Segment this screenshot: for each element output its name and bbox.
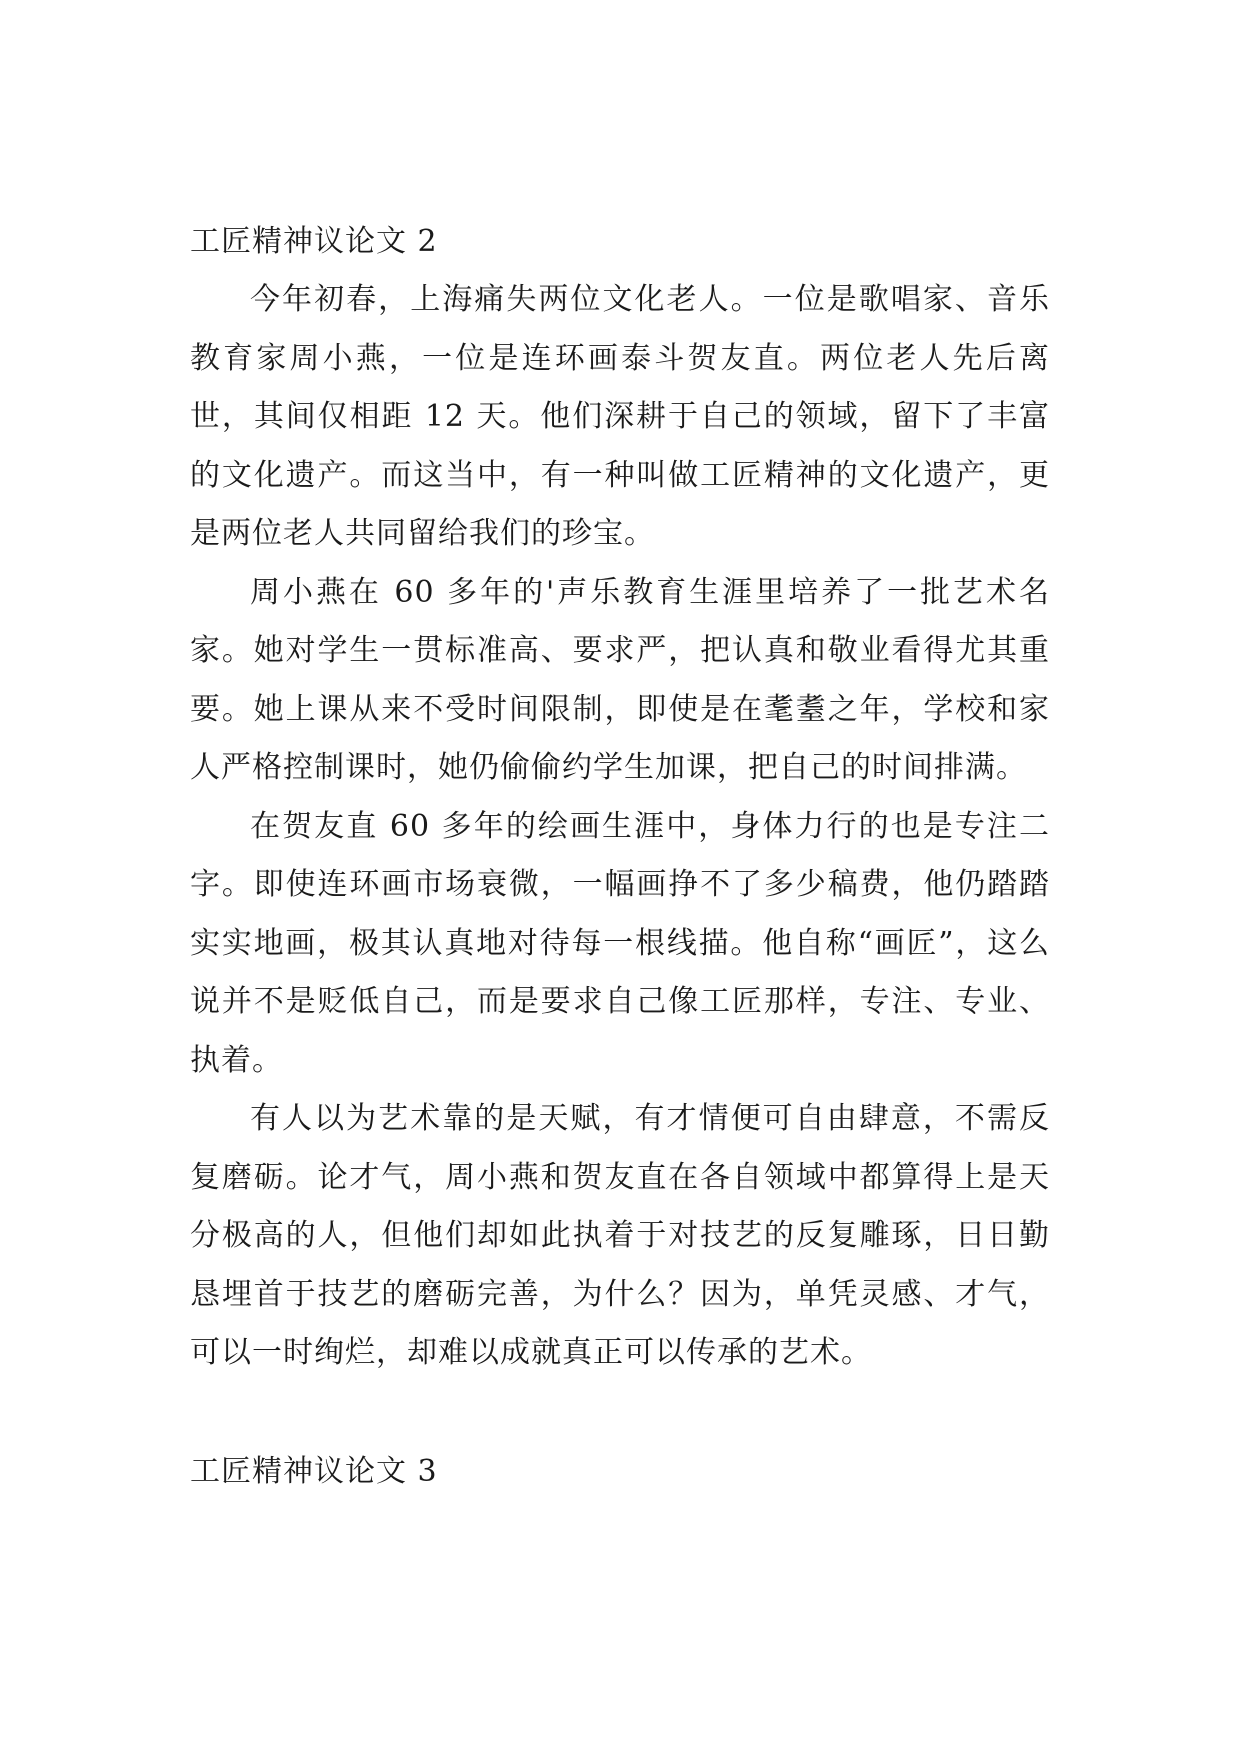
paragraph: 周小燕在 60 多年的'声乐教育生涯里培养了一批艺术名家。她对学生一贯标准高、要求严，把认真和敬业看得尤其重要。她上课从来不受时间限制，即使是在耄耋之年，学校和家人严格控制课时，她仍偷偷约学生加课，把自己的时间排满。	[190, 574, 1050, 785]
section-spacer	[190, 1383, 1050, 1443]
paragraph: 今年初春，上海痛失两位文化老人。一位是歌唱家、音乐教育家周小燕，一位是连环画泰斗贺友直。两位老人先后离世，其间仅相距 12 天。他们深耕于自己的领域，留下了丰富的文化遗产。而这当中，有一种叫做工匠精神的文化遗产，更是两位老人共同留给我们的珍宝。	[190, 282, 1050, 551]
paragraph: 在贺友直 60 多年的绘画生涯中，身体力行的也是专注二字。即使连环画市场衰微，一幅画挣不了多少稿费，他仍踏踏实实地画，极其认真地对待每一根线描。他自称“画匠”，这么说并不是贬低自己，而是要求自己像工匠那样，专注、专业、执着。	[190, 808, 1050, 1078]
paragraph: 有人以为艺术靠的是天赋，有才情便可自由肆意，不需反复磨砺。论才气，周小燕和贺友直在各自领域中都算得上是天分极高的人，但他们却如此执着于对技艺的反复雕琢，日日勤恳埋首于技艺的磨砺完善，为什么？因为，单凭灵感、才气，可以一时绚烂，却难以成就真正可以传承的艺术。	[190, 1101, 1050, 1370]
document-body	[190, 213, 1050, 1501]
section-heading: 工匠精神议论文 2	[190, 224, 438, 259]
section-heading: 工匠精神议论文 3	[190, 1453, 438, 1489]
